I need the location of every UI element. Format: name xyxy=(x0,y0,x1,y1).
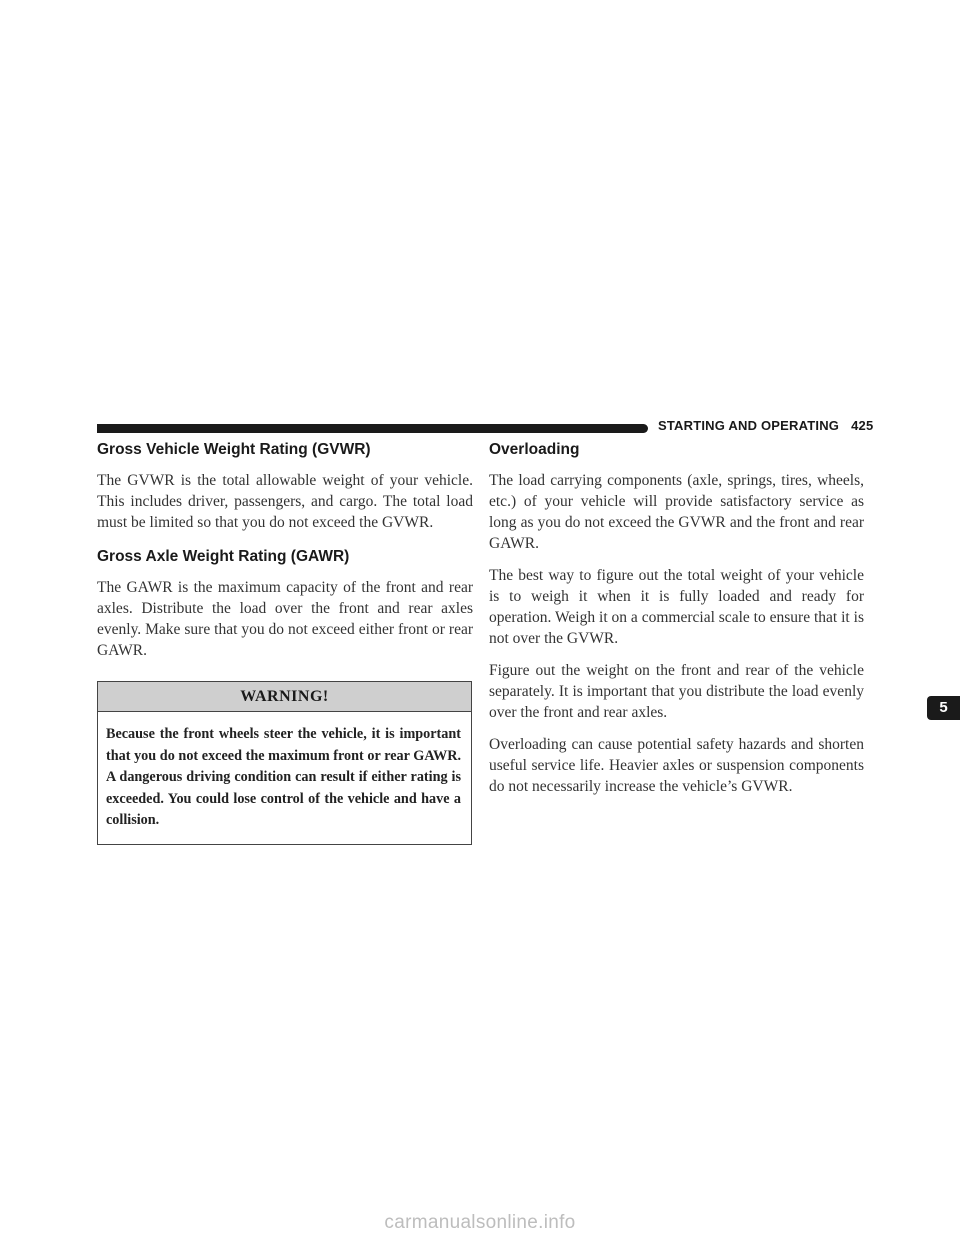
overloading-paragraph-1: The load carrying components (axle, springs, tires, wheels, etc.) of your vehicle will provide satisfactory service as long as you do not exceed the GVWR and the front and rear GAWR. xyxy=(489,472,864,552)
warning-title: WARNING! xyxy=(98,682,471,712)
watermark: carmanualsonline.info xyxy=(384,1212,576,1233)
gvwr-paragraph: The GVWR is the total allowable weight of your vehicle. This includes driver, passengers, and cargo. The total load must be limited so that you do not exceed the GVWR. xyxy=(97,472,473,531)
warning-text: Because the front wheels steer the vehicle, it is important that you do not exceed the maximum front or rear GAWR. A dangerous driving condition can result if either rating is exceeded. You could lose control of the vehicle and have a collision. xyxy=(106,726,461,828)
section-title: STARTING AND OPERATING xyxy=(658,418,840,433)
overloading-paragraph-4: Overloading can cause potential safety hazards and shorten useful service life. Heavier axles or suspension components do not necessarily increase the vehicle’s GVWR. xyxy=(489,736,864,795)
chapter-tab: 5 xyxy=(927,696,960,720)
right-column xyxy=(489,440,864,808)
gawr-heading: Gross Axle Weight Rating (GAWR) xyxy=(97,548,350,565)
gvwr-heading: Gross Vehicle Weight Rating (GVWR) xyxy=(97,441,371,458)
overloading-heading: Overloading xyxy=(489,441,580,458)
left-column xyxy=(97,440,473,845)
page-number: 425 xyxy=(851,418,874,433)
header-rule xyxy=(97,424,648,433)
overloading-paragraph-3: Figure out the weight on the front and rear of the vehicle separately. It is important that you distribute the load evenly over the front and rear axles. xyxy=(489,662,864,721)
gawr-paragraph: The GAWR is the maximum capacity of the front and rear axles. Distribute the load over the front and rear axles evenly. Make sure that you do not exceed either front or rear GAWR. xyxy=(97,579,473,659)
page-header xyxy=(658,418,873,433)
warning-box xyxy=(97,681,472,845)
overloading-paragraph-2: The best way to figure out the total weight of your vehicle is to weigh it when it is fully loaded and ready for operation. Weigh it on a commercial scale to ensure that it is not over the GVWR. xyxy=(489,567,864,647)
